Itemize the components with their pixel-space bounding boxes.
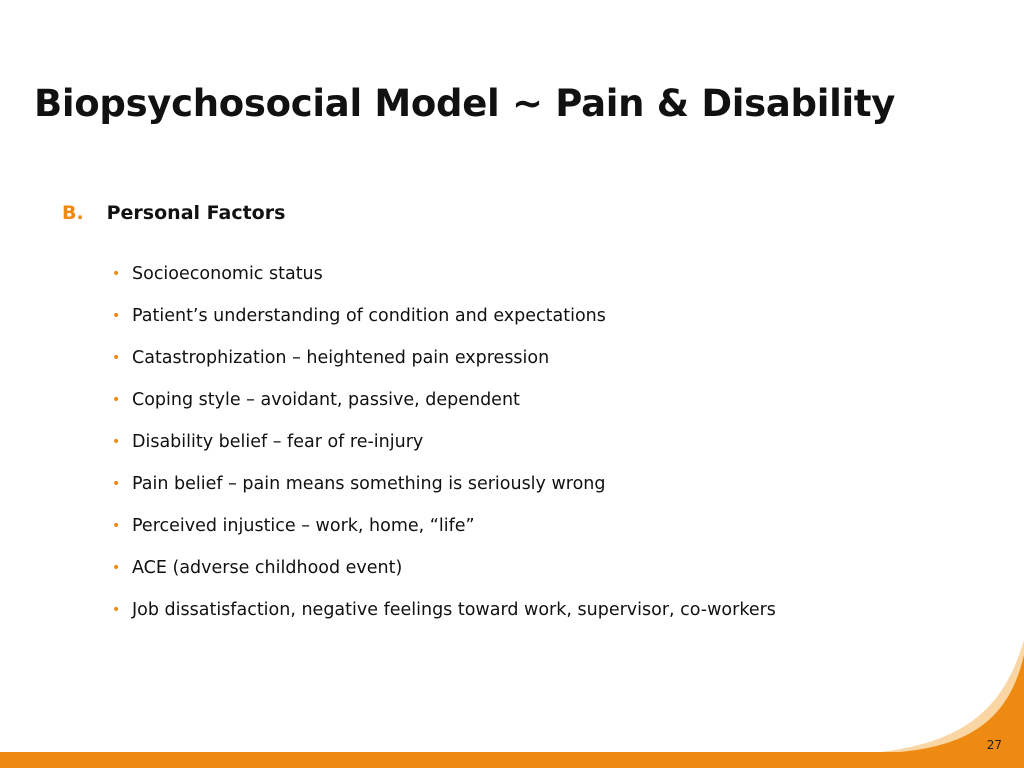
page-number: 27	[986, 738, 1002, 752]
bullet-dot-icon: •	[112, 434, 121, 450]
section-heading	[62, 202, 285, 224]
bullet-text: ACE (adverse childhood event)	[132, 558, 403, 578]
slide-title: Biopsychosocial Model ~ Pain & Disability	[34, 82, 896, 125]
bullet-dot-icon: •	[112, 308, 121, 324]
bullet-list	[112, 262, 776, 640]
bullet-text: Coping style – avoidant, passive, dependent	[132, 390, 520, 410]
bullet-dot-icon: •	[112, 560, 121, 576]
swoosh-main-band	[0, 655, 1024, 768]
bullet-item	[112, 556, 776, 598]
bullet-text: Job dissatisfaction, negative feelings toward work, supervisor, co-workers	[132, 600, 776, 620]
bullet-text: Disability belief – fear of re-injury	[132, 432, 424, 452]
bullet-dot-icon: •	[112, 476, 121, 492]
bullet-text: Pain belief – pain means something is seriously wrong	[132, 474, 606, 494]
bullet-item	[112, 430, 776, 472]
bullet-dot-icon: •	[112, 266, 121, 282]
bullet-dot-icon: •	[112, 392, 121, 408]
bullet-item	[112, 262, 776, 304]
bullet-item	[112, 472, 776, 514]
bullet-text: Socioeconomic status	[132, 264, 323, 284]
bullet-item	[112, 346, 776, 388]
bullet-text: Patient’s understanding of condition and expectations	[132, 306, 606, 326]
section-letter: B.	[62, 202, 84, 224]
bullet-text: Catastrophization – heightened pain expression	[132, 348, 550, 368]
bullet-item	[112, 514, 776, 556]
bullet-item	[112, 304, 776, 346]
bullet-text: Perceived injustice – work, home, “life”	[132, 516, 475, 536]
swoosh-light-band	[0, 640, 1024, 768]
bullet-dot-icon: •	[112, 602, 121, 618]
bullet-item	[112, 598, 776, 640]
section-label: Personal Factors	[106, 202, 286, 224]
bullet-dot-icon: •	[112, 350, 121, 366]
bullet-dot-icon: •	[112, 518, 121, 534]
bullet-item	[112, 388, 776, 430]
